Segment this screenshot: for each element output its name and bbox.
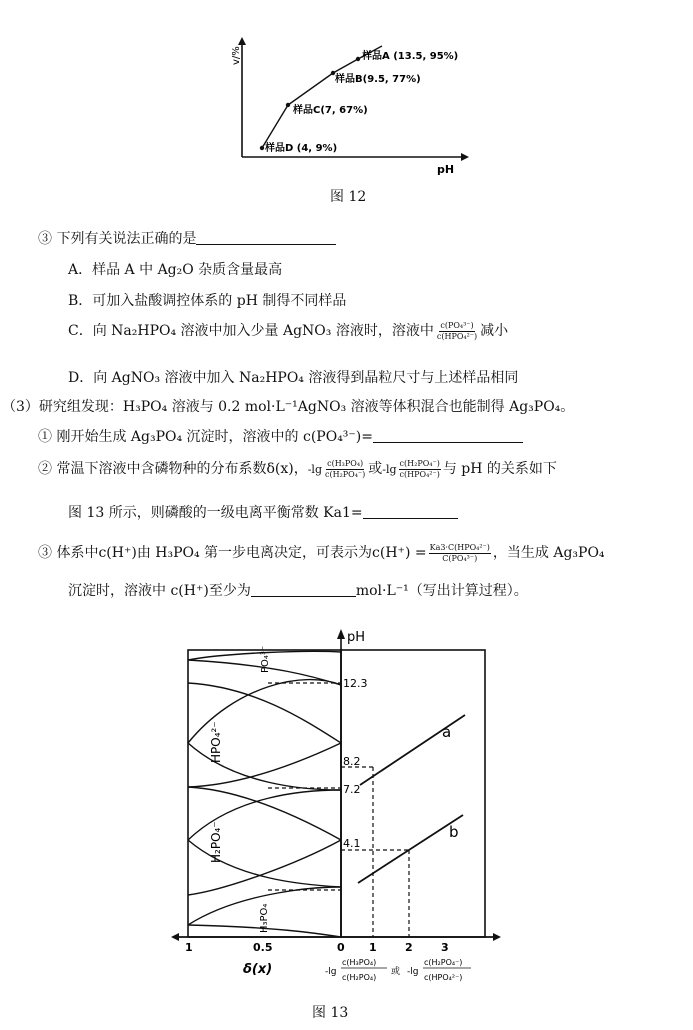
species-h3po4: H₃PO₄ [259, 903, 270, 933]
species-h2po4: H₂PO₄⁻ [209, 821, 223, 863]
xtick-r-3: 3 [441, 941, 449, 954]
s2-or: 或 [368, 461, 383, 477]
fig12-xlabel: pH [437, 163, 455, 176]
figure-13-chart [165, 625, 505, 995]
species-hpo4: HPO₄²⁻ [209, 721, 223, 763]
option-c-text-1: C．向 Na₂HPO₄ 溶液中加入少量 AgNO₃ 溶液时，溶液中 [68, 323, 434, 339]
option-c-num: c(PO₄³⁻) [440, 320, 474, 330]
part3-sub3 [38, 542, 605, 564]
s2-frac-2 [399, 459, 441, 480]
answer-blank-q3[interactable] [196, 230, 336, 245]
xtick-l-05: 0.5 [253, 941, 273, 954]
label-d: 样品D (4, 9%) [265, 143, 338, 154]
point-a [356, 57, 360, 61]
part3-sub3-text: ③ 体系中c(H⁺)由 H₃PO₄ 第一步电离决定，可表示为c(H⁺) = [38, 545, 427, 561]
figure-13-caption: 图 13 [312, 1005, 349, 1021]
xtick-l-1: 1 [185, 941, 193, 954]
ytick-7-2: 7.2 [343, 783, 361, 796]
q3-stem-text: ③ 下列有关说法正确的是 [38, 231, 197, 247]
option-d: D．向 AgNO₃ 溶液中加入 Na₂HPO₄ 溶液得到晶粒尺寸与上述样品相同 [68, 370, 519, 386]
q3-stem [38, 228, 336, 248]
xlabel-f2-num: c(H₂PO₄⁻) [424, 958, 463, 967]
s2-frac-1 [324, 459, 366, 480]
fig13-xlabel-left: δ(x) [243, 962, 273, 977]
ytick-4-1: 4.1 [343, 837, 361, 850]
s3-frac-num: Ka3·C(HPO₄²⁻) [429, 542, 490, 552]
xlabel-f1-den: c(H₂PO₄) [342, 973, 377, 982]
part3-sub2-ka1: 图 13 所示，则磷酸的一级电离平衡常数 Ka1= [68, 505, 363, 521]
option-c-fraction [436, 321, 478, 342]
label-b: 样品B(9.5, 77%) [335, 74, 421, 85]
lg-1: -lg [307, 463, 322, 476]
xtick-r-1: 1 [369, 941, 377, 954]
option-c [68, 320, 508, 342]
part3-sub2-line2 [68, 502, 458, 522]
s2-frac1-num: c(H₃PO₄) [327, 458, 364, 468]
s3-frac-den: C(PO₄³⁻) [442, 553, 478, 563]
xlabel-f1-num: c(H₃PO₄) [342, 958, 377, 967]
s2-frac2-num: c(H₂PO₄⁻) [399, 458, 440, 468]
part3-sub2 [38, 458, 557, 480]
answer-blank-2[interactable] [363, 504, 458, 519]
line-b [358, 815, 463, 883]
option-c-text-2: 减小 [480, 323, 509, 339]
xlabel-lg-2: -lg [407, 967, 419, 977]
ytick-8-2: 8.2 [343, 755, 361, 768]
xlabel-or: 或 [391, 967, 401, 977]
lg-2: -lg [382, 463, 397, 476]
point-c [286, 103, 290, 107]
xtick-l-0: 0 [337, 941, 345, 954]
label-a: 样品A (13.5, 95%) [362, 51, 459, 62]
line-b-label: b [449, 823, 459, 841]
ytick-12-3: 12.3 [343, 677, 368, 690]
part3-sub1 [38, 426, 523, 446]
answer-blank-3[interactable] [251, 582, 356, 597]
option-b: B．可加入盐酸调控体系的 pH 制得不同样品 [68, 293, 347, 309]
species-po4: PO₄³⁻ [260, 645, 271, 673]
label-c: 样品C(7, 67%) [293, 105, 368, 116]
s3-frac [429, 543, 491, 564]
part3-intro: （3）研究组发现：H₃PO₄ 溶液与 0.2 mol·L⁻¹AgNO₃ 溶液等体积混合也能制得 Ag₃PO₄。 [2, 399, 575, 415]
point-d [260, 146, 264, 150]
xtick-r-2: 2 [405, 941, 413, 954]
fig12-ylabel: v/% [231, 46, 242, 65]
line-a-label: a [442, 723, 452, 741]
part3-sub2-tail: 与 pH 的关系如下 [442, 461, 557, 477]
fig13-ylabel: pH [347, 630, 366, 645]
figure-12-caption: 图 12 [330, 189, 367, 205]
part3-sub1-text: ① 刚开始生成 Ag₃PO₄ 沉淀时，溶液中的 c(PO₄³⁻)= [38, 429, 374, 445]
option-a: A．样品 A 中 Ag₂O 杂质含量最高 [68, 262, 283, 278]
part3-sub3-ask: 沉淀时，溶液中 c(H⁺)至少为 [68, 583, 251, 599]
s2-frac2-den: c(HPO₄²⁻) [399, 469, 440, 479]
part3-sub3-unit: mol·L⁻¹（写出计算过程）。 [355, 583, 528, 599]
xlabel-f2-den: c(HPO₄²⁻) [424, 973, 463, 982]
part3-sub3-line2 [68, 580, 528, 600]
s2-frac1-den: c(H₂PO₄⁻) [324, 469, 366, 479]
part3-sub2-text: ② 常温下溶液中含磷物种的分布系数δ(x)， [38, 461, 308, 477]
option-c-den: c(HPO₄²⁻) [436, 331, 478, 341]
part3-sub3-tail: ，当生成 Ag₃PO₄ [492, 545, 605, 561]
figure-12-chart [225, 35, 475, 180]
answer-blank-1[interactable] [373, 428, 523, 443]
xlabel-lg-1: -lg [325, 967, 337, 977]
